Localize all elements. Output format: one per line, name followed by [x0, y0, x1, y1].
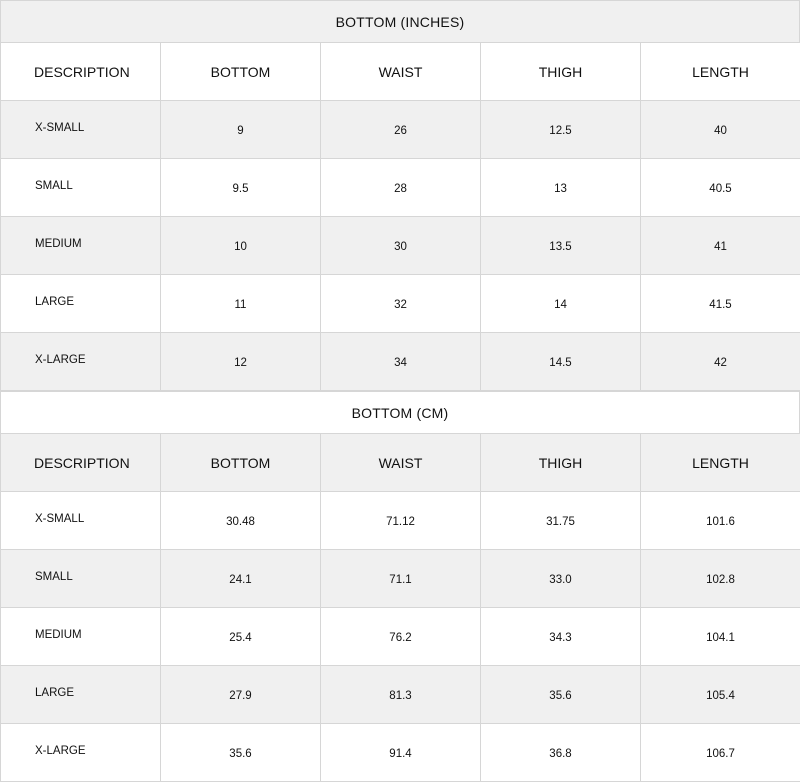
thigh-value: 14.5	[481, 333, 641, 391]
column-header-length: LENGTH	[641, 434, 800, 492]
thigh-value: 14	[481, 275, 641, 333]
bottom-value: 30.48	[161, 492, 321, 550]
size-label: MEDIUM	[1, 217, 161, 275]
size-label: X-SMALL	[1, 492, 161, 550]
table-row	[1, 608, 800, 666]
thigh-value: 31.75	[481, 492, 641, 550]
column-header-description: DESCRIPTION	[1, 43, 161, 101]
table-row	[1, 666, 800, 724]
column-header-waist: WAIST	[321, 43, 481, 101]
column-header-bottom: BOTTOM	[161, 434, 321, 492]
thigh-value: 13	[481, 159, 641, 217]
bottom-value: 9.5	[161, 159, 321, 217]
waist-value: 30	[321, 217, 481, 275]
column-header-bottom: BOTTOM	[161, 43, 321, 101]
size-label: X-SMALL	[1, 101, 161, 159]
bottom-value: 9	[161, 101, 321, 159]
waist-value: 34	[321, 333, 481, 391]
table-row	[1, 275, 800, 333]
size-label: SMALL	[1, 550, 161, 608]
cm-header-row	[1, 434, 800, 492]
bottom-value: 27.9	[161, 666, 321, 724]
thigh-value: 13.5	[481, 217, 641, 275]
length-value: 40.5	[641, 159, 800, 217]
size-label: X-LARGE	[1, 333, 161, 391]
cm-title-text: BOTTOM (CM)	[352, 405, 449, 421]
column-header-waist: WAIST	[321, 434, 481, 492]
bottom-value: 35.6	[161, 724, 321, 782]
column-header-description: DESCRIPTION	[1, 434, 161, 492]
length-value: 41	[641, 217, 800, 275]
waist-value: 71.12	[321, 492, 481, 550]
table-row	[1, 333, 800, 391]
table-row	[1, 492, 800, 550]
inches-header-row	[1, 43, 800, 101]
length-value: 41.5	[641, 275, 800, 333]
length-value: 101.6	[641, 492, 800, 550]
bottom-value: 11	[161, 275, 321, 333]
waist-value: 91.4	[321, 724, 481, 782]
inches-size-table	[0, 42, 800, 391]
size-label: LARGE	[1, 666, 161, 724]
thigh-value: 36.8	[481, 724, 641, 782]
thigh-value: 12.5	[481, 101, 641, 159]
bottom-value: 25.4	[161, 608, 321, 666]
size-label: X-LARGE	[1, 724, 161, 782]
table-row	[1, 550, 800, 608]
cm-table-title	[0, 391, 800, 433]
waist-value: 28	[321, 159, 481, 217]
length-value: 102.8	[641, 550, 800, 608]
thigh-value: 34.3	[481, 608, 641, 666]
column-header-length: LENGTH	[641, 43, 800, 101]
waist-value: 76.2	[321, 608, 481, 666]
length-value: 104.1	[641, 608, 800, 666]
bottom-value: 24.1	[161, 550, 321, 608]
thigh-value: 33.0	[481, 550, 641, 608]
column-header-thigh: THIGH	[481, 43, 641, 101]
table-row	[1, 159, 800, 217]
size-label: MEDIUM	[1, 608, 161, 666]
table-row	[1, 217, 800, 275]
size-label: SMALL	[1, 159, 161, 217]
length-value: 106.7	[641, 724, 800, 782]
thigh-value: 35.6	[481, 666, 641, 724]
bottom-value: 10	[161, 217, 321, 275]
column-header-thigh: THIGH	[481, 434, 641, 492]
inches-table-title	[0, 0, 800, 42]
inches-title-text: BOTTOM (INCHES)	[336, 14, 465, 30]
waist-value: 71.1	[321, 550, 481, 608]
cm-size-table	[0, 433, 800, 782]
waist-value: 32	[321, 275, 481, 333]
bottom-value: 12	[161, 333, 321, 391]
length-value: 40	[641, 101, 800, 159]
length-value: 42	[641, 333, 800, 391]
size-label: LARGE	[1, 275, 161, 333]
waist-value: 26	[321, 101, 481, 159]
table-row	[1, 101, 800, 159]
waist-value: 81.3	[321, 666, 481, 724]
length-value: 105.4	[641, 666, 800, 724]
